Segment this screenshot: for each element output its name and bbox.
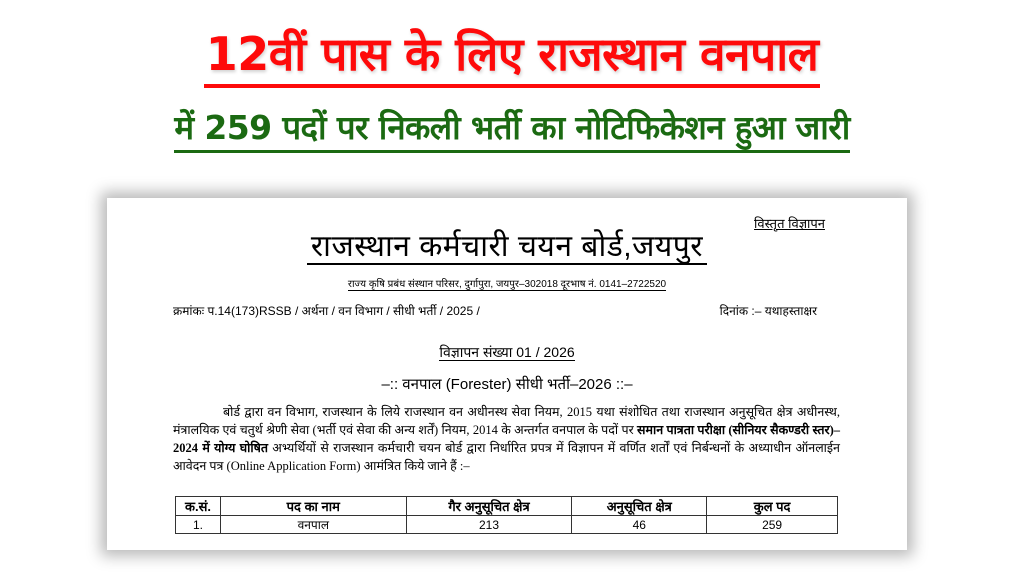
board-address: [107, 276, 907, 290]
header-scheduled-area: अनुसूचित क्षेत्र: [572, 497, 707, 516]
date-field: दिनांक :– यथाहस्ताक्षर: [719, 304, 817, 318]
paragraph-part-1: बोर्ड द्वारा वन विभाग, राजस्थान के लिये राजस्थान वन अधीनस्थ सेवा नियम, 2015 यथा संशोधित तथा राजस्थान अनुसूचित क्षेत्र अधीनस्थ, मंत्रालयिक एवं चतुर्थ श्रेणी सेवा (भर्ती एवं सेवा की अन्य शर्तें) नियम, 2014 के अन्तर्गत वनपाल के पदों पर: [173, 405, 840, 437]
cell-non-scheduled-area: 213: [406, 516, 572, 534]
headline-line-1: [0, 24, 1024, 88]
vacancy-table: [175, 496, 838, 534]
document-tag: विस्तृत विज्ञापन: [754, 216, 825, 231]
board-name: [107, 228, 907, 266]
advertisement-number-text: विज्ञापन संख्या 01 / 2026: [439, 344, 575, 360]
headline-line-2: [0, 106, 1024, 153]
table-row: [176, 516, 838, 534]
paragraph-part-2: अभ्यर्थियों से राजस्थान कर्मचारी चयन बोर्ड द्वारा निर्धारित प्रपत्र में विज्ञापन में वर्णित शर्तों एवं निर्बन्धनों के अध्याधीन ऑनलाईन आवेदन पत्र (Online Application Form) आमंत्रित किये जाने हैं :–: [173, 441, 840, 473]
cell-post-name: वनपाल: [220, 516, 406, 534]
board-address-text: राज्य कृषि प्रबंध संस्थान परिसर, दुर्गापुरा, जयपुर–302018 दूरभाष नं. 0141–2722520: [347, 279, 667, 290]
headline-text-green: में 259 पदों पर निकली भर्ती का नोटिफिकेशन हुआ जारी: [174, 106, 849, 153]
advertisement-number: [107, 343, 907, 362]
board-name-text: राजस्थान कर्मचारी चयन बोर्ड,जयपुर: [307, 230, 707, 265]
post-title: –:: वनपाल (Forester) सीधी भर्ती–2026 ::–: [381, 376, 633, 393]
cell-scheduled-area: 46: [572, 516, 707, 534]
header-post-name: पद का नाम: [220, 497, 406, 516]
cell-total-posts: 259: [707, 516, 838, 534]
header-non-scheduled-area: गैर अनुसूचित क्षेत्र: [406, 497, 572, 516]
notification-document: [107, 198, 907, 550]
header-total-posts: कुल पद: [707, 497, 838, 516]
header-serial: क.सं.: [176, 497, 221, 516]
reference-number: क्रमांकः प.14(173)RSSB / अर्थना / वन विभाग / सीधी भर्ती / 2025 /: [173, 304, 480, 318]
cell-serial: 1.: [176, 516, 221, 534]
table-header-row: [176, 497, 838, 516]
notification-paragraph: [173, 403, 840, 475]
paragraph-bold: समान पात्रता परीक्षा (सीनियर सैकण्डरी स्तर)–2024 में योग्य घोषित: [173, 423, 841, 455]
headline-text-red: 12वीं पास के लिए राजस्थान वनपाल: [204, 24, 821, 88]
